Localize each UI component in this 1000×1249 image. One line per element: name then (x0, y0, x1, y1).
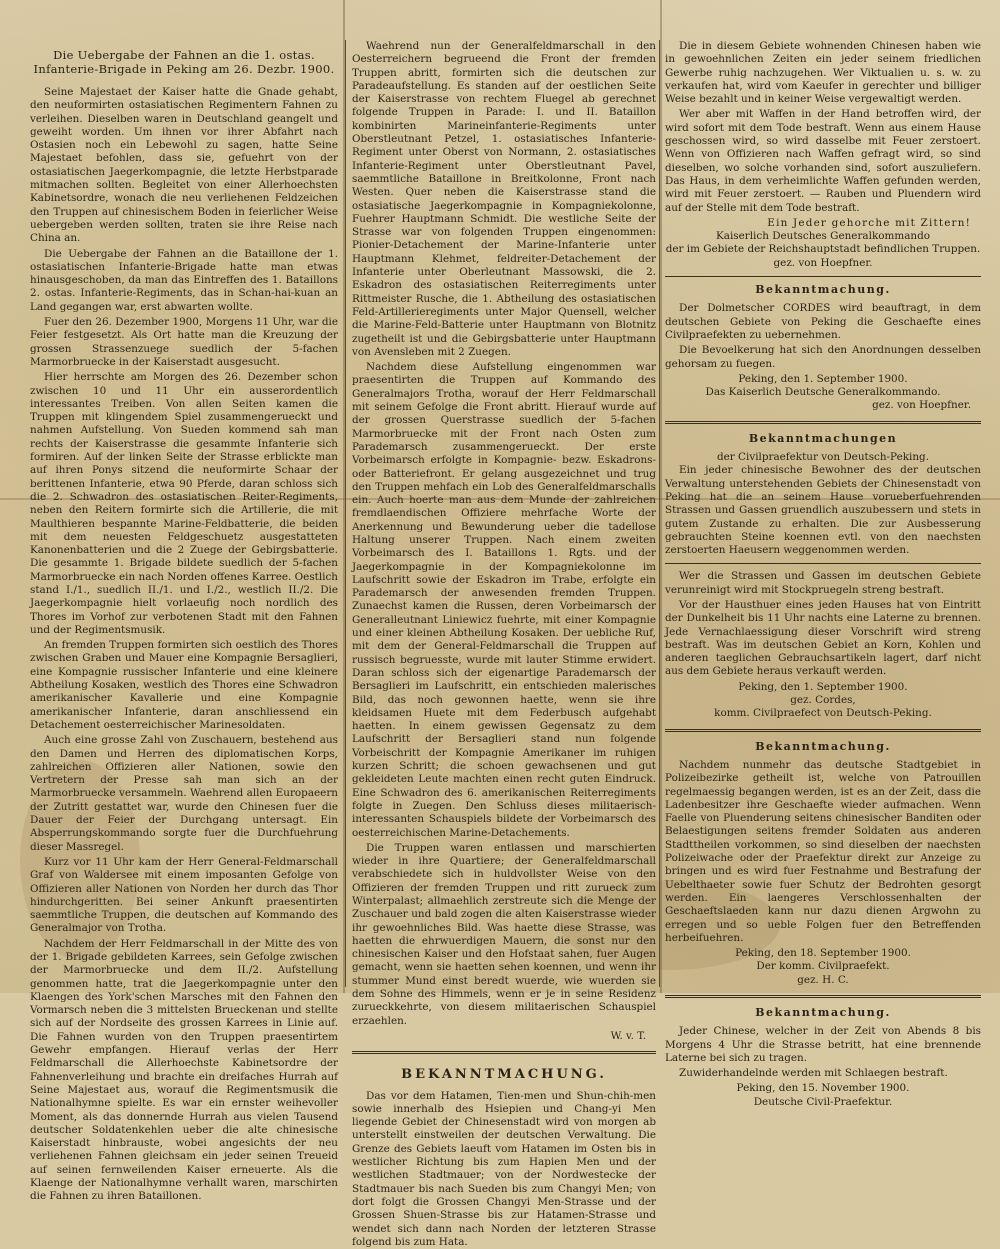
notice-title: Bekanntmachung. (755, 739, 891, 753)
article-title-line: Infanterie-Brigade in Peking am 26. Dezbr. 1900. (33, 62, 335, 76)
article-paragraph: Waehrend nun der Generalfeldmarschall in den Oesterreichern begrueend die Front der fremden Truppen abritt, formirten sich die deutschen zur Paradeaufstellung. Es standen auf der oestlichen Seite der Kaiserstrasse von rechtem Fluegel ab gerechnet folgende Truppen in Parade: I. und II. Bataillon kombinirten Marineinfanterie-Regiments unter Oberstleutnant Petzel, 1. ostasiatisches Infanterie-Regiment unter Oberst von Normann, 2. ostasiatisches Infanterie-Regiment unter Oberstleutnant Pavel, saemmtliche Bataillone in Breitkolonne, Front nach Westen. Quer neben die Kaiserstrasse stand die ostasiatische Jaegerkompagnie in Kompagniekolonne, Fuehrer Hauptmann Schmidt. Die westliche Seite der Strasse war von folgenden Truppen eingenommen: Pionier-Detachement der Marine-Infanterie unter Hauptmann Klehmet, feldreiter-Detachement der Infanterie unter Oberleutnant Massowski, die 2. Eskadron des ostasiatischen Reiterregiments unter Rittmeister Rusche, die 1. Abtheilung des ostasiatischen Feld-Artillerieregiments unter Major Quensell, welcher die Marine-Feld-Batterie unter Hauptmann von Blotnitz zugetheilt ist und die Gebirgsbatterie unter Hauptmann von Avensleben mit 2 Zuegen. (352, 40, 656, 358)
notice-role: komm. Civilpraefect von Deutsch-Peking. (714, 707, 932, 720)
notice-paragraph: Jeder Chinese, welcher in der Zeit von Abends 8 bis Morgens 4 Uhr die Strasse betritt, hat eine brennende Laterne bei sich zu tragen. (665, 1025, 981, 1064)
article-title-line: Die Uebergabe der Fahnen an die 1. ostas. (53, 48, 315, 62)
notice-paragraph: Zuwiderhandelnde werden mit Schlaegen bestraft. (679, 1067, 948, 1080)
notice-subtitle: der Civilpraefektur von Deutsch-Peking. (716, 451, 929, 464)
notice-date: Peking, den 15. November 1900. (736, 1082, 910, 1095)
column-rule (345, 40, 346, 987)
notice-paragraph: Nachdem nunmehr das deutsche Stadtgebiet in Polizeibezirke getheilt ist, welche von Patrouillen regelmaessig begangen werden, ist es an der Zeit, dass die Ladenbesitzer ihre Geschaefte wieder aufmachen. Wenn Faelle von Pluenderung seitens chinesischer Banditen oder Belaestigungen seitens fremder Soldaten aus anderen Stadttheilen vorkommen, so sind dieselben der naechsten Polizeiwache oder der Praefektur direkt zur Anzeige zu bringen und es wird fuer Festnahme und Bestrafung der Uebelthaeter sowie fuer Schutz der Bedrohten gesorgt werden. Ein laengeres Verschlossenhalten der Geschaeftslaeden kann nur dazu dienen Argwohn zu erregen und so ueble Folgen fuer den Betreffenden herbeifuehren. (665, 758, 981, 944)
article-paragraph: An fremden Truppen formirten sich oestlich des Thores zwischen Graben und Mauer eine Kompagnie Bersaglieri, eine Kompagnie russischer Infanterie und eine kleinere Abtheilung Kosaken, westlich des Thores eine Schwadron amerikanischer Kavallerie und eine Kompagnie amerikanischer Infanterie, daran anschliessend ein Detachement oesterreichischer Marinesoldaten. (30, 639, 338, 731)
notice-paragraph: Wer die Strassen und Gassen im deutschen Gebiete verunreinigt wird mit Stockpruegeln streng bestraft. (665, 570, 981, 596)
notice-paragraph: Die Bevoelkerung hat sich den Anordnungen desselben gehorsam zu fuegen. (665, 344, 981, 370)
section-divider (665, 563, 981, 564)
article-paragraph: Nachdem diese Aufstellung eingenommen war praesentirten die Truppen auf Kommando des Generalmajors Trotha, worauf der Herr Feldmarschall mit seinem Gefolge die Front abritt. Hierauf wurde auf der grossen Querstrasse suedlich der 5-fachen Marmorbruecke mit der Front nach Osten zum Parademarsch zusammengerueckt. Der erste Vorbeimarsch erfolgte in Kompagnie- bezw. Eskadrons- oder Batteriefront. Er gelang ausgezeichnet und trug den Truppen mehfach ein Lob des Generalfeldmarschalls ein. Auch hoerte man aus dem Munde der zahlreichen fremdlaendischen Offiziere mehrfache Worte der Anerkennung und Bewunderung ueber die tadellose Haltung unserer Truppen. Nach einem zweiten Vorbeimarsch des I. Bataillons 1. Rgts. und der Jaegerkompagnie in der Kompagniekolonne im Laufschritt sowie der Eskadron im Trabe, erfolgte ein Parademarsch der anwesenden fremden Truppen. Zunaechst kamen die Russen, deren Vorbeimarsch der Generalleutnant Liniewicz fuehrte, mit einer Kompagnie und einer kleinen Abtheilung Kosaken. Der uebliche Ruf, mit dem der General-Feldmarschall die Truppen auf russisch begruesste, wurde mit lauter Stimme erwidert. Daran schloss sich der eigenartige Parademarsch der Bersaglieri im Laufschritt, ein entschieden malerisches Bild, das noch gewonnen haette, wenn sie ihre kleidsamen Huete mit dem Federbusch aufgehabt haetten. In einem gewissen Gegensatz zu dem Laufschritt der Bersaglieri stand nun folgende Vorbeischritt der Kompagnie Amerikaner im ruhigen kurzen Schritt; die schoen gewachsenen und gut gekleideten Leute machten einen recht guten Eindruck. Eine Schwadron des 6. amerikanischen Reiterregiments folgte in Zuegen. Den Schluss dieses militaerisch-interessanten Schauspiels bildete der Vorbeimarsch des oesterreichischen Marine-Detachements. (352, 361, 656, 839)
kommando-name: Kaiserlich Deutsches Generalkommando (716, 230, 930, 243)
kommando-signature: gez. von Hoepfner. (773, 256, 873, 269)
notice-paragraph: Ein jeder chinesische Bewohner des der deutschen Verwaltung unterstehenden Gebiets der Chinesenstadt von Peking hat die an seinem Hause vorueberfuehrenden Strassen und Gassen gruendlich auszubessern und stets in gutem Zustande zu erhalten. Die zur Ausbesserung gebrauchten Steine koennen evtl. von den naechsten zerstoerten Haeusern weggenommen werden. (665, 464, 981, 557)
section-divider (665, 729, 981, 732)
notice-signature: Deutsche Civil-Praefektur. (753, 1095, 893, 1108)
kommando-scope: der im Gebiete der Reichshauptstadt befindlichen Truppen. (665, 243, 981, 256)
paper-fold (660, 0, 662, 993)
notice-signature: gez. H. C. (797, 973, 849, 986)
notice-date: Peking, den 1. September 1900. (738, 372, 908, 385)
notice-title: Bekanntmachungen (748, 431, 898, 445)
article-paragraph: Fuer den 26. Dezember 1900, Morgens 11 Uhr, war die Feier festgesetzt. Als Ort hatte man die Kreuzung der grossen Strassenzuege suedlich der 5-fachen Marmorbruecke in der Kaiserstadt ausgesucht. (30, 316, 338, 368)
notice-paragraph: Vor der Hausthuer eines jeden Hauses hat von Eintritt der Dunkelheit bis 11 Uhr nachts eine Laterne zu brennen. Jede Vernachlaessigung dieser Vorschrift wird streng bestraft. Was im deutschen Gebiet an Korn, Kohlen und anderen taeglichen Gebrauchsartikeln lagert, darf nicht aus dem Gebiete heraus verkauft werden. (665, 598, 981, 678)
article-paragraph: Die Uebergabe der Fahnen an die Bataillone der 1. ostasiatischen Infanterie-Brigade hatte man etwas hinausgeschoben, da man das Eintreffen des 1. Bataillons 2. ostas. Infanterie-Regiments, das in Schan-hai-kuan an Land gegangen war, erst abwarten wollte. (30, 247, 338, 313)
notice-signature: gez. Cordes, (790, 694, 856, 707)
notice-paragraph: Das vor dem Hatamen, Tien-men und Shun-chih-men sowie innerhalb des Hsiepien und Chang-yi Men liegende Gebiet der Chinesenstadt wird von morgen ab unterstellt einstweilen der deutschen Verwaltung. Die Grenze des Gebiets laeuft vom Hatamen im Osten bis in westlicher Richtung bis zum Hapien Men und der westlichen Stadtmauer; von der Nordwestecke der Stadtmauer bis nach Sueden bis zum Changyi Men; von dort folgt die Grossen Changyi Men-Strasse und der Grossen Shuen-Strasse bis zur Hatamen-Strasse und wendet sich dann nach Norden der letzteren Strasse folgend bis zum Hata. (352, 1089, 656, 1248)
article-paragraph: Die Truppen waren entlassen und marschierten wieder in ihre Quartiere; der Generalfeldmarschall verabschiedete sich in huldvollster Weise von den Offizieren der fremden Truppen und ritt zurueck zum Winterpalast; allmaehlich zerstreute sich die Menge der Zuschauer und bald zogen die alten Kaiserstrasse wieder ihr gewoehnliches Bild. Was haette diese Strasse, was haetten die ehrwuerdigen Mauern, die sonst nur den chinesischen Kaiser und den Hofstaat sahen, fuer Augen gemacht, wenn sie haetten sehen koennen, und wenn ihr stummer Mund einst beredt wuerde, wie wuerden sie dem Sohne des Himmels, wenn er je in seine Residenz zurueckkehrte, von diesem militaerischen Schauspiel erzaehlen. (352, 841, 656, 1027)
notice-paragraph: Die in diesem Gebiete wohnenden Chinesen haben wie in gewoehnlichen Zeiten ein jeder seinem friedlichen Gewerbe ruhig nachzugehen. Wer Viktualien u. s. w. zu verkaufen hat, wird vom Kaeufer in gerechter und billiger Weise bezahlt und in keiner Weise vergewaltigt werden. (665, 40, 981, 106)
article-paragraph: Kurz vor 11 Uhr kam der Herr General-Feldmarschall Graf von Waldersee mit einem imposanten Gefolge von Offizieren aller Nationen von Norden her durch das Thor hindurchgeritten. Bei seiner Ankunft praesentirten saemmtliche Truppen, die deutschen auf Kommando des Generalmajor von Trotha. (30, 855, 338, 935)
article-paragraph: Seine Majestaet der Kaiser hatte die Gnade gehabt, den neuformirten ostasiatischen Regimentern Fahnen zu verleihen. Dieselben waren in Deutschland geangelt und geweiht worden. Um ihnen vor ihrer Abfahrt nach Ostasien noch ein Lebewohl zu sagen, hatte Seine Majestaet befohlen, dass sie, gefuehrt von der ostasiatischen Jaegerkompagnie, die letzte Herbstparade mitmachen sollten. Begleitet von einer Allerhoechsten Kabinetsordre, wonach die neu verliehenen Feldzeichen den Truppen auf chinesischem Boden in feierlicher Weise uebergeben werden sollten, traten sie ihre Reise nach China an. (30, 86, 338, 245)
notice-paragraph: Der Dolmetscher CORDES wird beauftragt, in dem deutschen Gebiete von Peking die Geschaefte eines Civilpraefekten zu uebernehmen. (665, 302, 981, 341)
column-right (665, 40, 981, 1108)
column-rule (659, 40, 660, 987)
article-title (30, 48, 338, 76)
column-left (30, 40, 338, 1203)
article-paragraph: Hier herrschte am Morgen des 26. Dezember schon zwischen 10 und 11 Uhr ein ausserordentlich interessantes Treiben. Von allen Seiten kamen die Truppen mit klingendem Spiel zusammengerueckt und nahmen Aufstellung. Von Sueden kommend sah man rechts der Kaiserstrasse die gesammte Infanterie sich formiren. Auf der linken Seite der Strasse erblickte man auf ihren Ponys sitzend die neuformirte Schaar der berittenen Infanterie, etwa 90 Pferde, daran schloss sich die 2. Schwadron des ostasiatischen Reiter-Regiments, neben den Reitern formirte sich die Artillerie, die mit Maulthieren bespannte Marine-Feldbatterie, die beiden mit dem neuesten Feldgeschuetz ausgestatteten Kanonenbatterien und die 2 Zuege der Gebirgsbatterie. Die gesammte 1. Brigade bildete suedlich der 5-fachen Marmorbruecke ein nach Norden offenes Karree. Oestlich stand I./1., suedlich II./1. und I./2., westlich II./2. Die Jaegerkompagnie hielt vorlaeufig noch nordlich des Thores im Vorhof zur verbotenen Stadt mit den Fahnen und der Regimentsmusik. (30, 371, 338, 636)
bekanntmachung-heading: BEKANNTMACHUNG. (401, 1067, 607, 1083)
column-middle (352, 40, 656, 1248)
notice-date: Peking, den 1. September 1900. (738, 680, 908, 693)
article-paragraph: Auch eine grosse Zahl von Zuschauern, bestehend aus den Damen und Herren des diplomatischen Korps, zahlreichen Offizieren aller Nationen, sowie den Vertretern der Presse sah man sich an der Marmorbruecke versammeln. Waehrend allen Europaeern der Zutritt gestattet war, wurde den Chinesen fuer die Dauer der Feier der Durchgang untersagt. Ein Absperrungskommando sorgte fuer die Durchfuehrung dieser Massregel. (30, 734, 338, 853)
section-divider (665, 421, 981, 424)
notice-title: Bekanntmachung. (755, 283, 891, 297)
section-divider (665, 995, 981, 998)
section-divider (352, 1051, 656, 1054)
notice-paragraph: Wer aber mit Waffen in der Hand betroffen wird, der wird sofort mit dem Tode bestraft. Wenn aus einem Hause geschossen wird, so wird dasselbe mit Feuer zerstoert. Wenn von Offizieren nach Waffen gefragt wird, so sind dieselben, wo solche vorhanden sind, sofort auszuliefern. Das Haus, in dem verheimlichte Waffen gefunden werden, wird mit Feuer zerstoert. — Rauben und Pluendern wird auf der Stelle mit dem Tode bestraft. (665, 108, 981, 214)
notice-title: Bekanntmachung. (755, 1006, 891, 1019)
notice-org: Der komm. Civilpraefekt. (756, 960, 890, 973)
article-paragraph: Nachdem der Herr Feldmarschall in der Mitte des von der 1. Brigade gebildeten Karrees, sein Gefolge zwischen der Marmorbruecke und dem II./2. Aufstellung genommen hatte, trat die Jaegerkompagnie unter den Klaengen des York'schen Marsches mit den Fahnen den Vormarsch neben die 3 mittelsten Brueckenan und stellte sich auf der Nordseite des grossen Karrees in Linie auf. Die Fahnen wurden von den Truppen praesentirtem Gewehr empfangen. Hierauf verlas der Herr Feldmarschall die Allerhoechste Kabinetsordre der Fahnenverleihung und brachte ein dreifaches Hurrah auf Seine Majestaet aus, worauf die Regimentsmusik die Nationalhymne spielte. Es war ein ernster weihevoller Moment, als das donnernde Hurrah aus vielen Tausend deutscher Soldatenkehlen ueber die alte chinesische Kaiserstadt hinbrauste, wobei angesichts der neu verliehenen Fahnen gleichsam ein jeder seinen Treueid auf seinen fernweilenden Kaiser erneuerte. Als die Klaenge der Nationalhymne verhallt waren, marschirten die Fahnen zu ihren Bataillonen. (30, 937, 338, 1203)
notice-warning-end: Ein Jeder gehorche mit Zittern! (767, 216, 971, 229)
section-divider (665, 276, 981, 277)
article-signature: W. v. T. (610, 1029, 646, 1042)
notice-org: Das Kaiserlich Deutsche Generalkommando. (705, 386, 941, 399)
notice-signature: gez. von Hoepfner. (872, 399, 971, 412)
notice-date: Peking, den 18. September 1900. (735, 947, 911, 960)
